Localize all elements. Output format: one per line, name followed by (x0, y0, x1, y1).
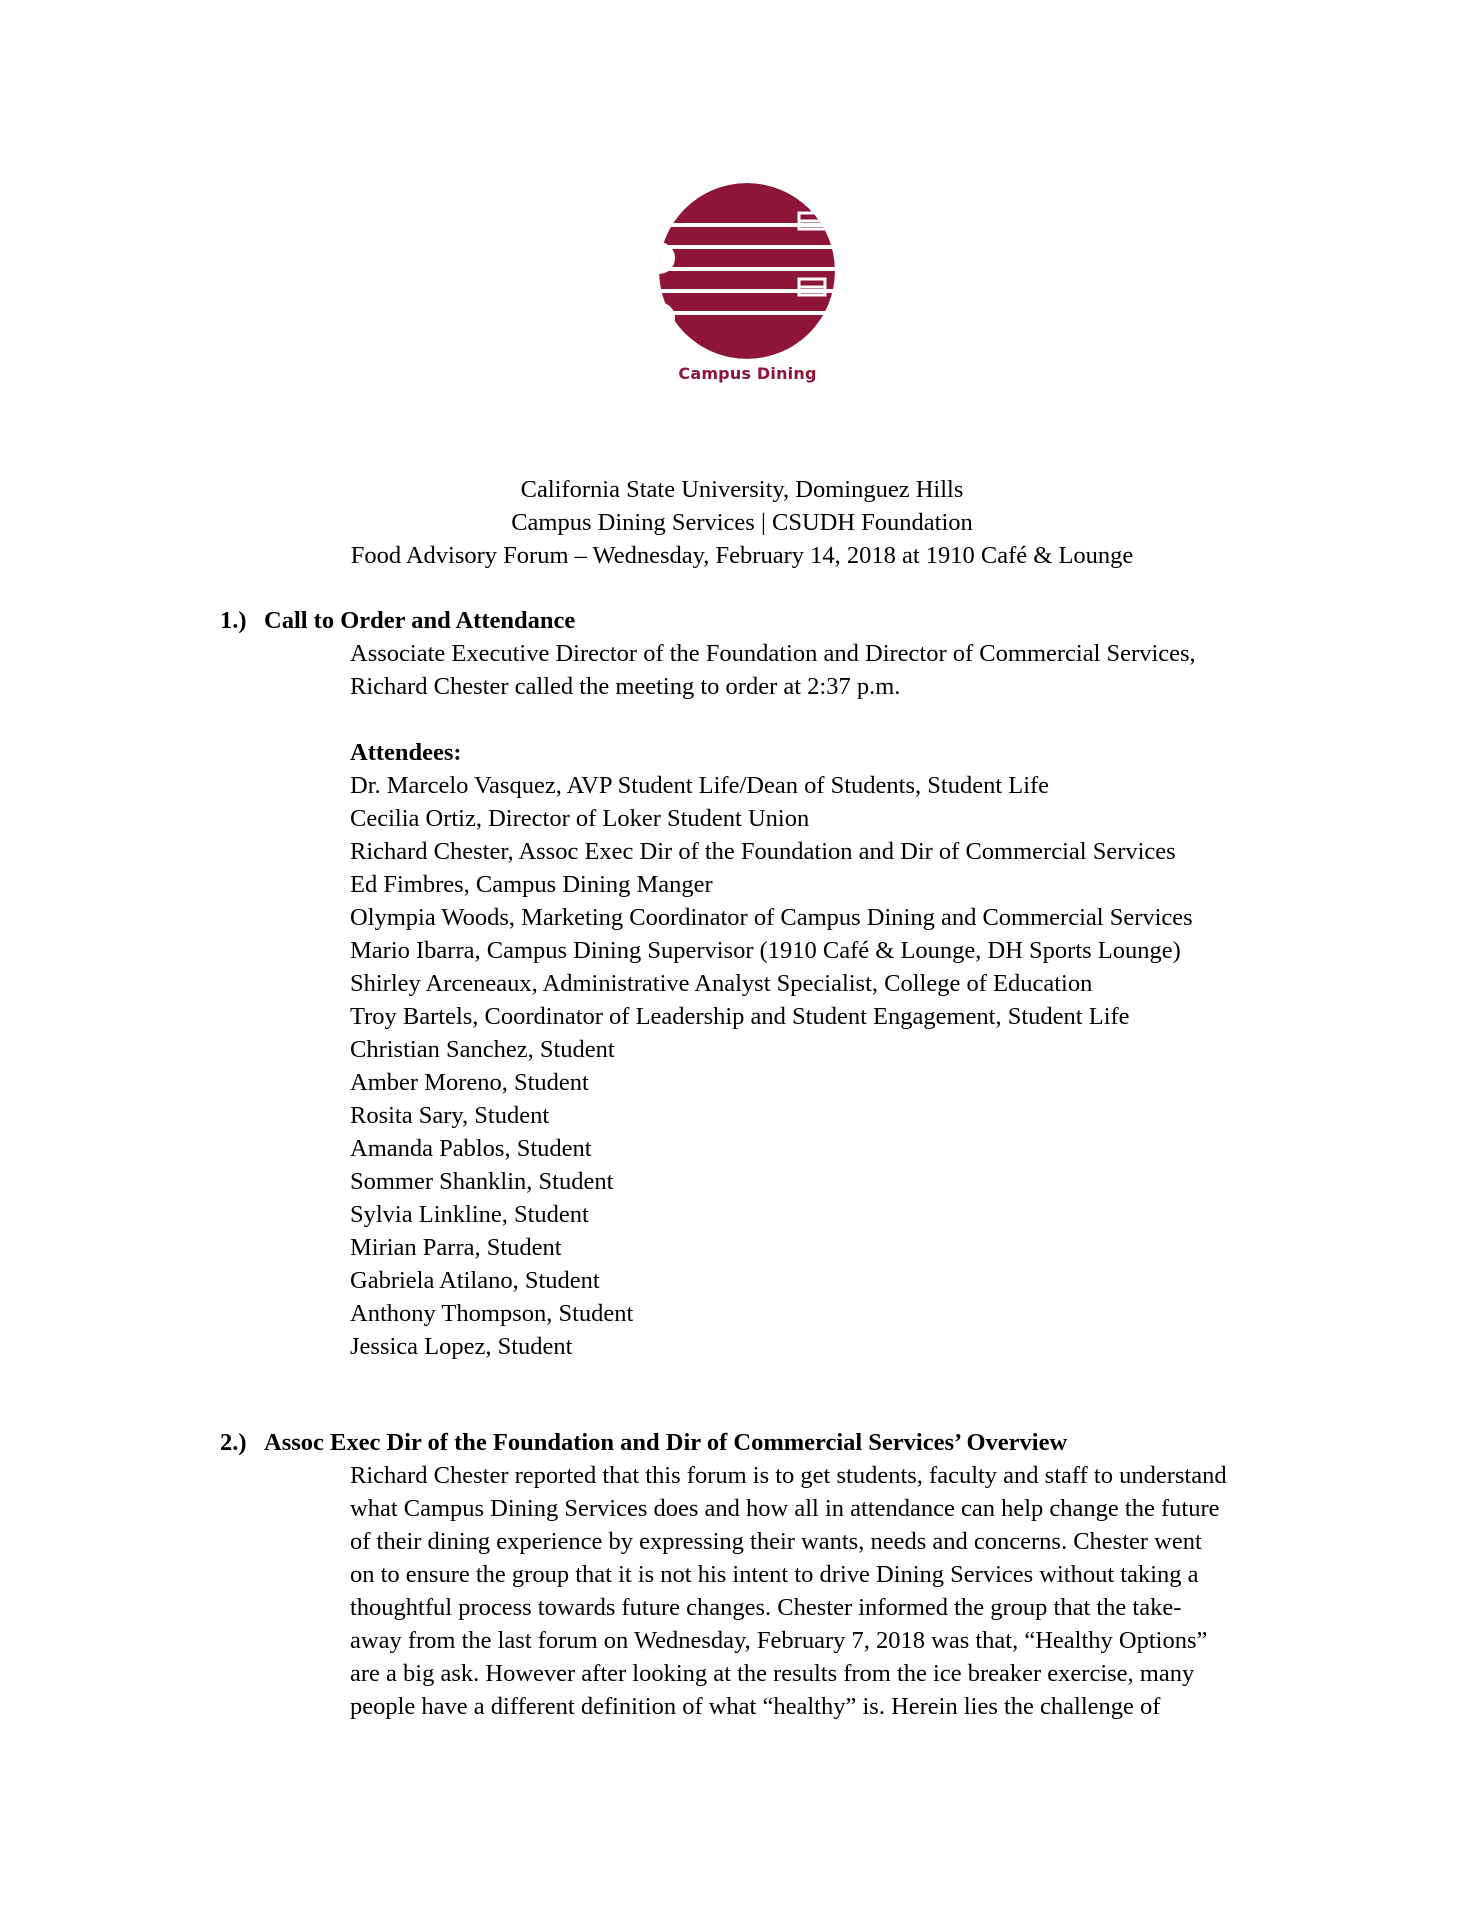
attendee-item: Dr. Marcelo Vasquez, AVP Student Life/Dean of Students, Student Life (350, 772, 1050, 799)
header-event: Food Advisory Forum – Wednesday, February 14, 2018 at 1910 Café & Lounge (350, 542, 1134, 569)
attendee-item: Christian Sanchez, Student (350, 1036, 615, 1063)
section-1-intro (350, 637, 1196, 703)
attendee-item: Mirian Parra, Student (350, 1234, 562, 1261)
body-line: people have a different definition of what “healthy” is. Herein lies the challenge of (350, 1693, 1161, 1720)
intro-line: Richard Chester called the meeting to order at 2:37 p.m. (350, 673, 901, 700)
attendees-heading: Attendees: (350, 739, 462, 766)
attendee-item: Richard Chester, Assoc Exec Dir of the Foundation and Dir of Commercial Services (350, 838, 1176, 865)
section-1-heading (220, 604, 575, 637)
body-line: what Campus Dining Services does and how all in attendance can help change the future (350, 1495, 1220, 1522)
attendee-item: Ed Fimbres, Campus Dining Manger (350, 871, 713, 898)
section-2-body (350, 1459, 1227, 1723)
attendee-item: Amber Moreno, Student (350, 1069, 589, 1096)
body-line: are a big ask. However after looking at the results from the ice breaker exercise, many (350, 1660, 1195, 1687)
section-2-heading (220, 1426, 1067, 1459)
attendee-item: Gabriela Atilano, Student (350, 1267, 600, 1294)
attendee-item: Cecilia Ortiz, Director of Loker Student Union (350, 805, 810, 832)
body-line: away from the last forum on Wednesday, February 7, 2018 was that, “Healthy Options” (350, 1627, 1208, 1654)
attendee-item: Shirley Arceneaux, Administrative Analyst Specialist, College of Education (350, 970, 1093, 997)
logo-label: Campus Dining (678, 364, 817, 383)
attendee-item: Olympia Woods, Marketing Coordinator of Campus Dining and Commercial Services (350, 904, 1193, 931)
attendee-item: Rosita Sary, Student (350, 1102, 550, 1129)
section-2-title: Assoc Exec Dir of the Foundation and Dir of Commercial Services’ Overview (264, 1429, 1068, 1456)
attendee-item: Sommer Shanklin, Student (350, 1168, 614, 1195)
body-line: on to ensure the group that it is not his intent to drive Dining Services without taking a (350, 1561, 1199, 1588)
body-line: of their dining experience by expressing their wants, needs and concerns. Chester went (350, 1528, 1202, 1555)
section-1-title: Call to Order and Attendance (264, 607, 576, 634)
body-line: thoughtful process towards future changes. Chester informed the group that the take- (350, 1594, 1182, 1621)
attendee-item: Jessica Lopez, Student (350, 1333, 573, 1360)
document-header (0, 473, 1484, 572)
campus-dining-logo-icon (659, 183, 835, 359)
attendee-item: Anthony Thompson, Student (350, 1300, 634, 1327)
attendee-item: Mario Ibarra, Campus Dining Supervisor (1910 Café & Lounge, DH Sports Lounge) (350, 937, 1181, 964)
intro-line: Associate Executive Director of the Foundation and Director of Commercial Services, (350, 640, 1196, 667)
attendee-item: Troy Bartels, Coordinator of Leadership and Student Engagement, Student Life (350, 1003, 1130, 1030)
attendee-item: Sylvia Linkline, Student (350, 1201, 589, 1228)
section-2-number: 2.) (220, 1429, 247, 1456)
header-university: California State University, Dominguez Hills (520, 476, 964, 503)
header-department: Campus Dining Services | CSUDH Foundation (511, 509, 973, 536)
body-line: Richard Chester reported that this forum is to get students, faculty and staff to understand (350, 1462, 1227, 1489)
section-1-number: 1.) (220, 607, 247, 634)
attendees-list (350, 736, 1193, 1363)
attendee-item: Amanda Pablos, Student (350, 1135, 592, 1162)
